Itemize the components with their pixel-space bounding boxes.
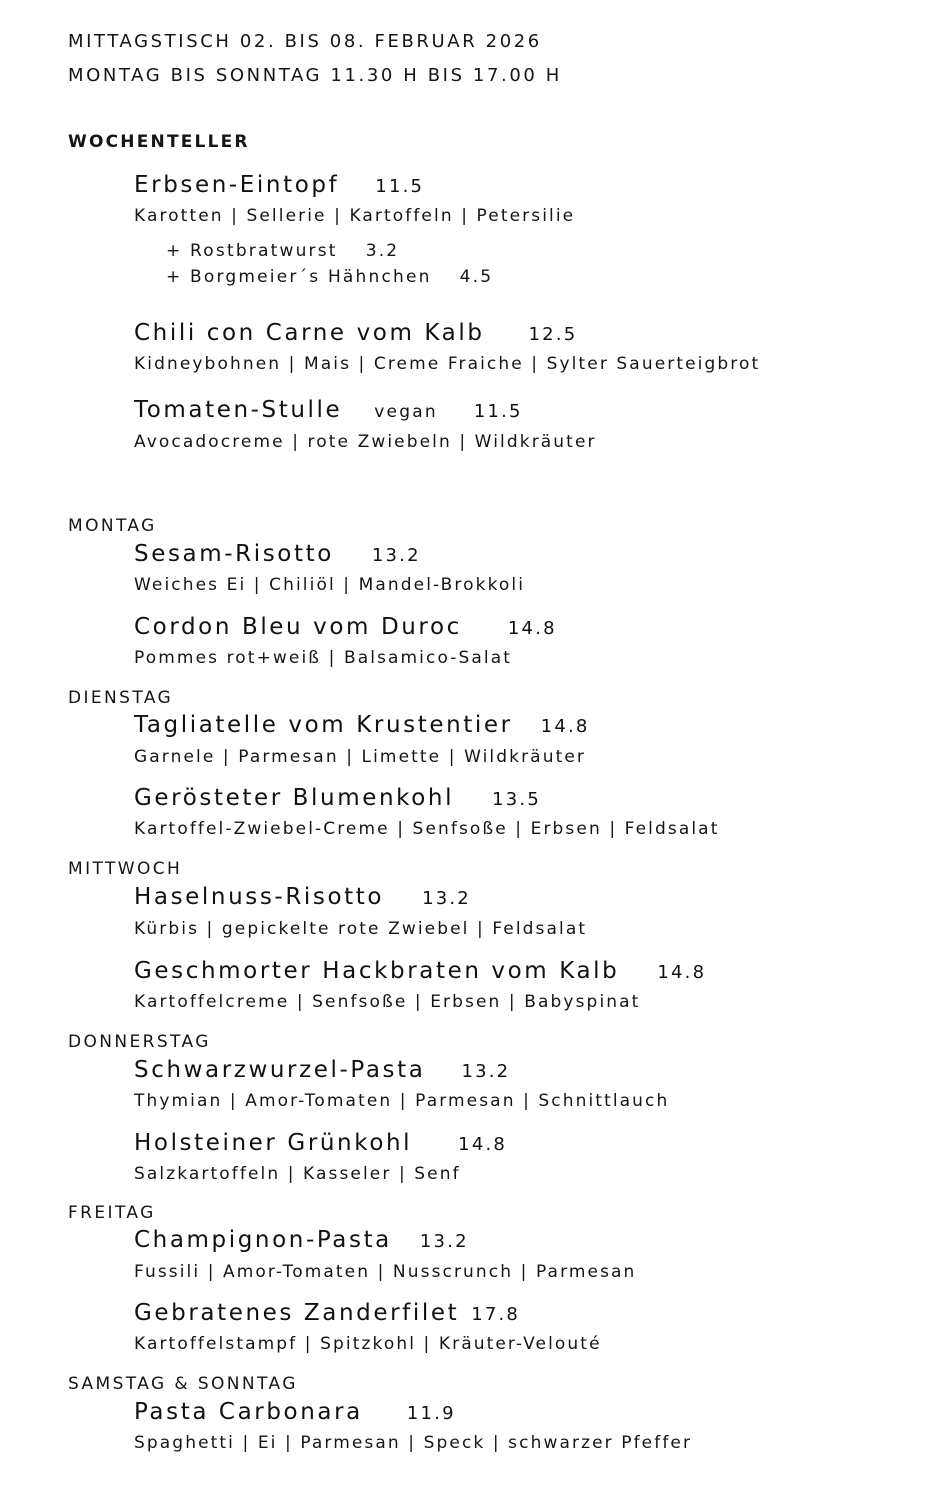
dish-name: Haselnuss-Risotto (134, 884, 385, 910)
dish-description: Kartoffelstampf | Spitzkohl | Kräuter-Velouté (134, 1334, 602, 1354)
dish-name: Chili con Carne vom Kalb (134, 320, 485, 346)
dish-name: Geschmorter Hackbraten vom Kalb (134, 958, 620, 984)
day-label: MITTWOCH (68, 859, 183, 879)
addon-price: 3.2 (365, 241, 400, 261)
dish-title (134, 172, 424, 198)
dish-description: Karotten | Sellerie | Kartoffeln | Petersilie (134, 206, 576, 226)
dish-description: Kartoffelcreme | Senfsoße | Erbsen | Babyspinat (134, 992, 641, 1012)
dish-description: Thymian | Amor-Tomaten | Parmesan | Schnittlauch (134, 1091, 670, 1111)
opening-hours: MONTAG BIS SONNTAG 11.30 H BIS 17.00 H (68, 65, 562, 86)
addon-item (166, 241, 399, 261)
dish-price: 14.8 (458, 1134, 508, 1155)
addon-item (166, 267, 493, 287)
weekly-section-label: WOCHENTELLER (68, 132, 250, 152)
dish-name: Gebratenes Zanderfilet (134, 1300, 460, 1326)
dish-description: Fussili | Amor-Tomaten | Nusscrunch | Parmesan (134, 1262, 637, 1282)
dish-name: Tagliatelle vom Krustentier (134, 712, 513, 738)
dish-title (134, 1130, 507, 1156)
addon-price: 4.5 (459, 267, 494, 287)
dish-description: Salzkartoffeln | Kasseler | Senf (134, 1164, 461, 1184)
dish-description: Weiches Ei | Chiliöl | Mandel-Brokkoli (134, 575, 526, 595)
dish-name: Gerösteter Blumenkohl (134, 785, 455, 811)
dish-description: Kidneybohnen | Mais | Creme Fraiche | Sylter Sauerteigbrot (134, 354, 761, 374)
dish-price: 13.5 (492, 789, 541, 810)
dish-price: 13.2 (371, 545, 421, 566)
addon-name: + Borgmeier´s Hähnchen (166, 267, 432, 287)
menu-title: MITTAGSTISCH 02. BIS 08. FEBRUAR 2026 (68, 31, 542, 52)
dish-title (134, 320, 577, 346)
dish-name: Champignon-Pasta (134, 1227, 392, 1253)
dish-name: Tomaten-Stulle (134, 397, 343, 423)
day-label: SAMSTAG & SONNTAG (68, 1374, 298, 1394)
dish-name: Erbsen-Eintopf (134, 172, 340, 198)
dish-tag: vegan (374, 402, 438, 422)
dish-price: 11.9 (406, 1403, 456, 1424)
dish-title (134, 712, 590, 738)
dish-title (134, 1399, 456, 1425)
dish-description: Avocadocreme | rote Zwiebeln | Wildkräuter (134, 432, 597, 452)
dish-price: 11.5 (473, 401, 523, 422)
dish-name: Sesam-Risotto (134, 541, 334, 567)
dish-description: Garnele | Parmesan | Limette | Wildkräuter (134, 747, 586, 767)
dish-price: 14.8 (507, 618, 557, 639)
dish-title (134, 884, 471, 910)
dish-description: Spaghetti | Ei | Parmesan | Speck | schwarzer Pfeffer (134, 1433, 693, 1453)
dish-price: 14.8 (657, 962, 707, 983)
day-label: DIENSTAG (68, 688, 174, 708)
dish-name: Schwarzwurzel-Pasta (134, 1057, 426, 1083)
dish-name: Holsteiner Grünkohl (134, 1130, 413, 1156)
dish-title (134, 541, 421, 567)
dish-price: 17.8 (471, 1304, 521, 1325)
dish-title (134, 785, 541, 811)
dish-title (134, 1300, 520, 1326)
dish-title (134, 1057, 510, 1083)
addon-name: + Rostbratwurst (166, 241, 338, 261)
dish-price: 14.8 (540, 716, 590, 737)
dish-description: Pommes rot+weiß | Balsamico-Salat (134, 648, 513, 668)
dish-title (134, 958, 706, 984)
dish-price: 12.5 (528, 324, 578, 345)
dish-price: 13.2 (461, 1061, 511, 1082)
day-label: DONNERSTAG (68, 1032, 211, 1052)
dish-title (134, 614, 557, 640)
dish-price: 11.5 (375, 176, 425, 197)
dish-title (134, 1227, 469, 1253)
dish-description: Kürbis | gepickelte rote Zwiebel | Feldsalat (134, 919, 588, 939)
day-label: MONTAG (68, 516, 157, 536)
dish-description: Kartoffel-Zwiebel-Creme | Senfsoße | Erbsen | Feldsalat (134, 819, 720, 839)
dish-price: 13.2 (419, 1231, 469, 1252)
dish-name: Pasta Carbonara (134, 1399, 363, 1425)
dish-name: Cordon Bleu vom Duroc (134, 614, 462, 640)
day-label: FREITAG (68, 1203, 156, 1223)
dish-price: 13.2 (422, 888, 471, 909)
dish-title (134, 397, 523, 423)
